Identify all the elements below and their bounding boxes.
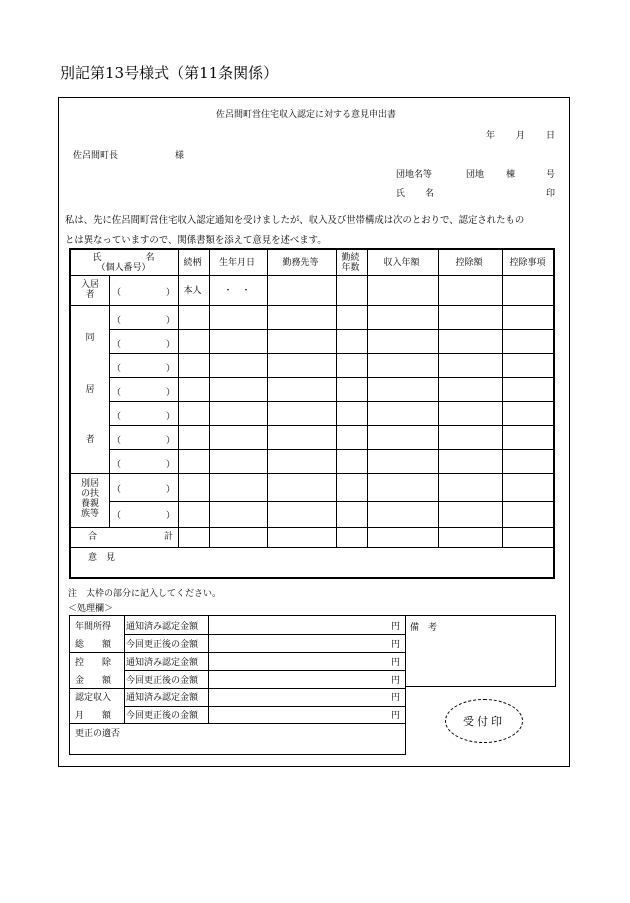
dependent-paren-1: （ ） bbox=[111, 485, 175, 495]
header-birth: 生年月日 bbox=[218, 257, 255, 268]
yen-6: 円 bbox=[391, 711, 401, 721]
opinion-label: 意 見 bbox=[88, 553, 116, 563]
resident-label-1: 入居 bbox=[80, 280, 99, 290]
header-name bbox=[71, 250, 176, 275]
header-deduction-amount: 控除額 bbox=[455, 257, 483, 268]
processing-row2-label-1: 控 除 bbox=[75, 658, 112, 668]
processing-row3-label-2: 月 額 bbox=[75, 711, 112, 721]
cohabitant-paren-1: （ ） bbox=[111, 316, 175, 326]
dependent-label-4: 族等 bbox=[80, 509, 99, 519]
total-label-2: 計 bbox=[164, 532, 174, 542]
building-unit: 棟 bbox=[506, 170, 516, 180]
form-title: 佐呂間町営住宅収入認定に対する意見申出書 bbox=[216, 110, 397, 120]
processing-title: ＜処理欄＞ bbox=[68, 604, 114, 614]
row3-corrected: 今回更正後の金額 bbox=[126, 711, 199, 721]
date-month: 月 bbox=[516, 131, 526, 141]
yen-5: 円 bbox=[391, 693, 401, 703]
header-years-2: 年数 bbox=[341, 262, 360, 273]
applicant-name-label-1: 氏 bbox=[396, 189, 406, 199]
row2-corrected: 今回更正後の金額 bbox=[126, 676, 199, 686]
resident-birth-dots: ・ ・ bbox=[223, 286, 251, 296]
date-day: 日 bbox=[546, 131, 556, 141]
header-relation: 続柄 bbox=[183, 257, 202, 268]
complex-label: 団地名等 bbox=[396, 170, 433, 180]
dependent-label-3: 養親 bbox=[80, 499, 99, 509]
header-workplace: 勤務先等 bbox=[282, 257, 319, 268]
yen-3: 円 bbox=[391, 658, 401, 668]
processing-row2-label-2: 金 額 bbox=[75, 676, 112, 686]
processing-row1-label-1: 年間所得 bbox=[75, 622, 112, 632]
addressee-honorific: 様 bbox=[175, 151, 185, 161]
cohabitant-paren-5: （ ） bbox=[111, 412, 175, 422]
yen-4: 円 bbox=[391, 676, 401, 686]
header-income: 収入年額 bbox=[383, 257, 420, 268]
cohabitant-label-3: 者 bbox=[85, 435, 95, 445]
resident-number-paren: （ ） bbox=[111, 288, 175, 298]
applicant-seal: 印 bbox=[546, 189, 556, 199]
cohabitant-paren-7: （ ） bbox=[111, 460, 175, 470]
yen-1: 円 bbox=[391, 622, 401, 632]
validity-label: 更正の適否 bbox=[75, 729, 121, 739]
statement-line-1: 私は、先に佐呂間町営住宅収入認定通知を受けましたが、収入及び世帯構成は次のとおりで、認定されたもの bbox=[65, 215, 525, 226]
header-years bbox=[335, 250, 366, 275]
note-text: 注 太枠の部分に記入してください。 bbox=[68, 589, 222, 599]
row2-notified: 通知済み認定金額 bbox=[126, 658, 199, 668]
cohabitant-paren-6: （ ） bbox=[111, 436, 175, 446]
addressee-name: 佐呂間町長 bbox=[73, 151, 119, 161]
resident-label-2: 者 bbox=[85, 290, 95, 300]
dependent-paren-2: （ ） bbox=[111, 511, 175, 521]
processing-row3-label-1: 認定収入 bbox=[75, 693, 112, 703]
resident-relation: 本人 bbox=[183, 286, 202, 296]
reception-stamp: 受付印 bbox=[445, 699, 523, 743]
cohabitant-paren-3: （ ） bbox=[111, 364, 175, 374]
applicant-name-label-2: 名 bbox=[425, 189, 435, 199]
header-name-2: 名 bbox=[145, 252, 155, 263]
header-deduction-item: 控除事項 bbox=[509, 257, 546, 268]
row1-corrected: 今回更正後の金額 bbox=[126, 640, 199, 650]
row3-notified: 通知済み認定金額 bbox=[126, 693, 199, 703]
resident-label bbox=[71, 275, 109, 305]
header-name-sub: （個人番号） bbox=[96, 262, 151, 273]
statement-line-2: とは異なっていますので、関係書類を添えて意見を述べます。 bbox=[65, 235, 327, 246]
header-years-1: 勤続 bbox=[341, 252, 360, 263]
cohabitant-label-1: 同 bbox=[85, 333, 95, 343]
date-year: 年 bbox=[486, 131, 496, 141]
dependent-label-2: の扶 bbox=[80, 489, 99, 499]
dependent-label bbox=[71, 473, 109, 525]
room-unit: 号 bbox=[546, 170, 556, 180]
header-name-1: 氏 bbox=[92, 252, 102, 263]
cohabitant-paren-2: （ ） bbox=[111, 340, 175, 350]
row1-notified: 通知済み認定金額 bbox=[126, 622, 199, 632]
cohabitant-label-2: 居 bbox=[85, 385, 95, 395]
yen-2: 円 bbox=[391, 640, 401, 650]
form-heading: 別記第13号様式（第11条関係） bbox=[60, 64, 279, 82]
dependent-label-1: 別居 bbox=[80, 479, 99, 489]
complex-unit: 団地 bbox=[466, 170, 485, 180]
processing-row1-label-2: 総 額 bbox=[75, 640, 112, 650]
cohabitant-paren-4: （ ） bbox=[111, 388, 175, 398]
total-label-1: 合 bbox=[88, 532, 98, 542]
remarks-label: 備 考 bbox=[410, 623, 438, 633]
